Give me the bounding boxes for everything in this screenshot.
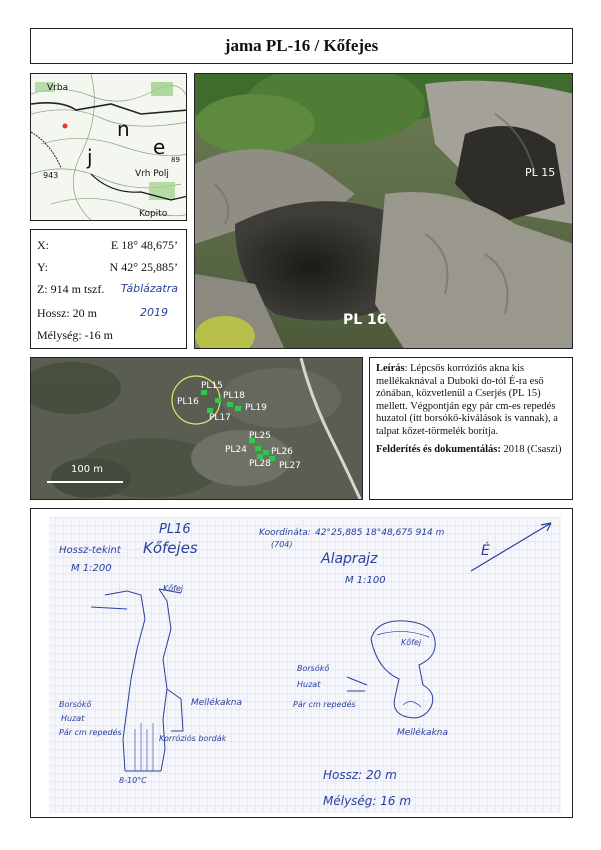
aerial-marker-pl28: PL28 bbox=[249, 459, 271, 469]
y-value: N 42° 25,885’ bbox=[109, 260, 178, 274]
y-label: Y: bbox=[37, 260, 48, 274]
description-panel bbox=[369, 357, 573, 500]
page-title: jama PL-16 / Kőfejes bbox=[30, 28, 573, 64]
x-label: X: bbox=[37, 238, 49, 252]
aerial-marker-pl26: PL26 bbox=[271, 447, 293, 457]
map-label-elev: 943 bbox=[43, 171, 59, 180]
north-label: É bbox=[481, 543, 490, 559]
aerial-marker-pl27: PL27 bbox=[279, 461, 301, 471]
cave-location-dot bbox=[63, 124, 68, 129]
cave-photo bbox=[194, 73, 573, 349]
map-label-vrh-polj: Vrh Polj bbox=[135, 169, 169, 179]
sketch-section-label: Hossz-tekint bbox=[59, 545, 121, 556]
map-label-e: e bbox=[153, 135, 166, 159]
z-value: Z: 914 m tszf. bbox=[37, 282, 105, 296]
z-handwritten-note: Táblázatra bbox=[120, 282, 178, 295]
sketch-depth: Mélység: 16 m bbox=[323, 794, 412, 808]
plan-side-shaft-label: Mellékakna bbox=[397, 728, 448, 738]
sketch-side-shaft-label: Mellékakna bbox=[191, 698, 242, 708]
description-text: : Lépcsős korróziós akna kis mellékaknával a Duboki do-tól É-ra eső zónában, közvetlenül a Cserjés (PL 15) mellett. Végpontján egy pár cm-es repedés huzatol (itt borsókő-kiválások is vannak), a talpat kőzet-törmelék borítja. bbox=[376, 363, 558, 437]
length-value: Hossz: 20 m bbox=[37, 306, 97, 320]
map-label-kopito: Kopito bbox=[139, 209, 168, 219]
sketch-entrance-label: Kőfej bbox=[163, 584, 184, 593]
x-value: E 18° 48,675’ bbox=[110, 238, 178, 252]
aerial-image bbox=[30, 357, 363, 500]
map-label-n: n bbox=[117, 117, 130, 141]
aerial-marker-pl24: PL24 bbox=[225, 445, 247, 455]
aerial-marker-pl18: PL18 bbox=[223, 391, 245, 401]
survey-sketch bbox=[30, 508, 573, 818]
photo-label-secondary: PL 15 bbox=[525, 166, 556, 179]
sketch-plan-scale: M 1:100 bbox=[345, 575, 386, 586]
aerial-marker-pl16: PL16 bbox=[177, 397, 199, 407]
plan-pea-label: Borsókő bbox=[297, 664, 330, 673]
aerial-marker-pl19: PL19 bbox=[245, 403, 267, 413]
sketch-pea-gravel-label: Borsókő bbox=[59, 700, 92, 709]
aerial-marker-pl17: PL17 bbox=[209, 413, 231, 423]
depth-value: Mélység: -16 m bbox=[37, 328, 113, 342]
topo-map bbox=[30, 73, 187, 221]
scale-bar-label: 100 m bbox=[71, 464, 104, 475]
sketch-coords-value: 42°25,885 18°48,675 914 m bbox=[315, 528, 445, 538]
description-paragraph bbox=[376, 363, 566, 438]
sketch-title: PL16 bbox=[159, 522, 191, 537]
coordinates-panel bbox=[30, 229, 187, 349]
sketch-draft-label: Huzat bbox=[61, 714, 85, 723]
map-label-j: j bbox=[87, 145, 93, 169]
survey-paragraph bbox=[376, 444, 566, 457]
sketch-corrosion-label: Korróziós bordák bbox=[159, 734, 227, 743]
description-label: Leírás bbox=[376, 363, 405, 374]
length-handwritten-note: 2019 bbox=[140, 306, 168, 319]
aerial-marker-pl15: PL15 bbox=[201, 381, 223, 391]
sketch-length: Hossz: 20 m bbox=[323, 768, 397, 782]
sketch-crack-label: Pár cm repedés bbox=[59, 728, 122, 737]
sketch-plan-label: Alaprajz bbox=[321, 551, 378, 567]
plan-entrance-label: Kőfej bbox=[401, 638, 422, 647]
sketch-gps-note: (704) bbox=[271, 540, 293, 549]
sketch-temperature-label: 8-10°C bbox=[119, 776, 147, 785]
sketch-cave-name: Kőfejes bbox=[143, 539, 198, 557]
survey-label: Felderítés és dokumentálás: bbox=[376, 444, 501, 455]
photo-label-main: PL 16 bbox=[343, 312, 387, 328]
map-label-vrba: Vrba bbox=[47, 83, 69, 93]
aerial-marker-pl25: PL25 bbox=[249, 431, 271, 441]
survey-text: 2018 (Csaszi) bbox=[500, 444, 562, 455]
map-label-89: 89 bbox=[171, 156, 180, 164]
plan-crack-label: Pár cm repedés bbox=[293, 700, 356, 709]
sketch-section-scale: M 1:200 bbox=[71, 563, 112, 574]
sketch-coords-label: Koordináta: bbox=[259, 528, 311, 538]
plan-draft-label: Huzat bbox=[297, 680, 321, 689]
